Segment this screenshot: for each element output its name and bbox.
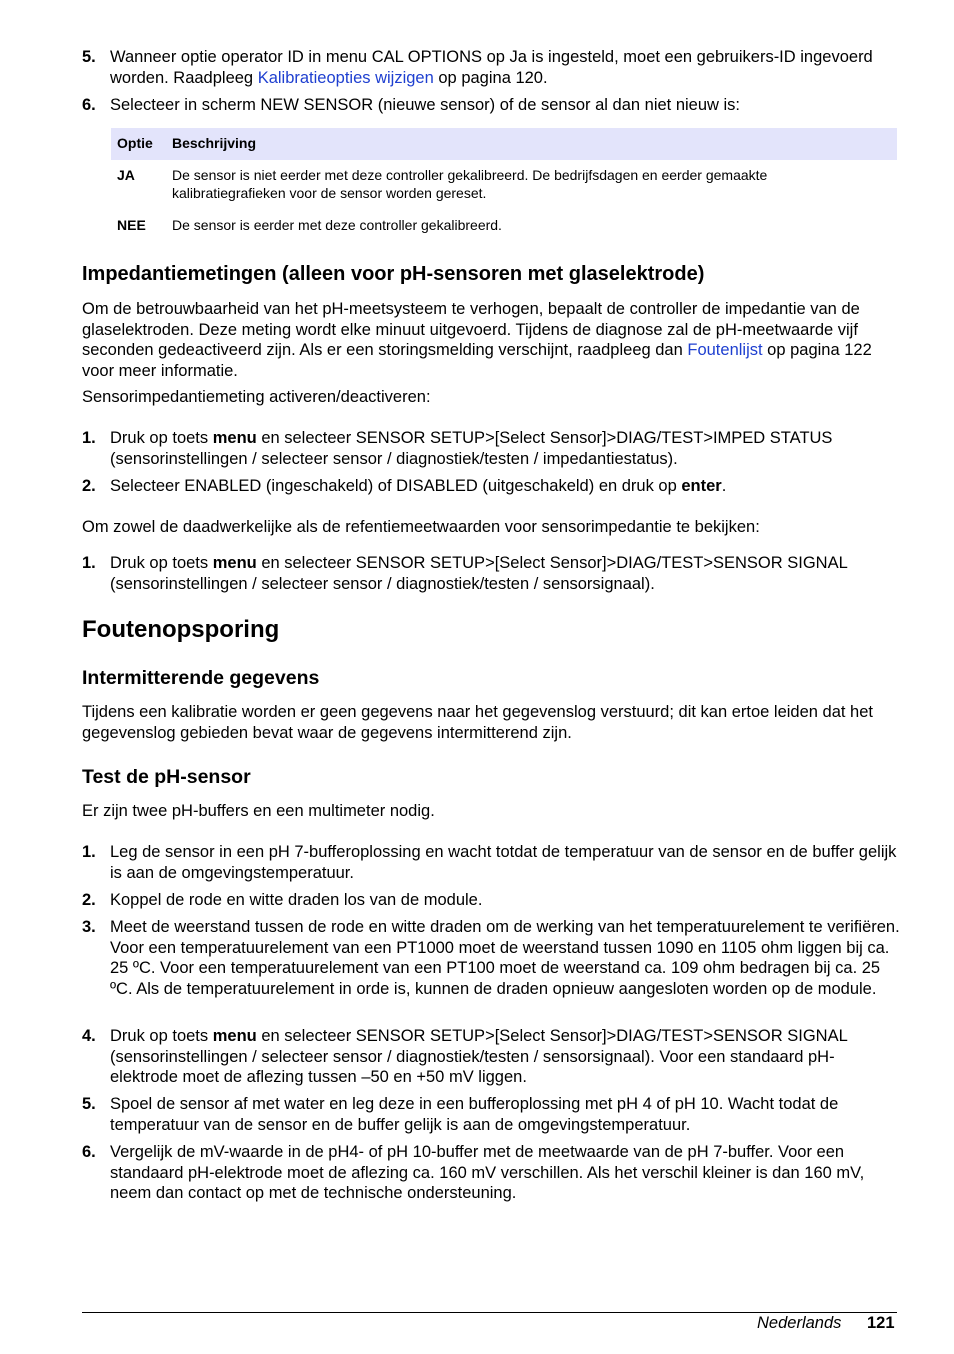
step-number: 2. [82,477,96,495]
list-item [82,1026,900,1088]
step-text-tail: en selecteer SENSOR SETUP>[Select Sensor]>DIAG/TEST>SENSOR SIGNAL (sensorinstellingen / selecteer sensor / diagnostiek/testen / sensorsignaal). [110,554,848,593]
table-cell-description: De sensor is niet eerder met deze controller gekalibreerd. De bedrijfsdagen en eerder gemaakte [172,167,768,183]
subsection-heading: Intermitterende gegevens [82,667,320,689]
table-cell-description: De sensor is eerder met deze controller gekalibreerd. [172,217,502,233]
list-item [82,428,900,469]
step-text: Druk op toets [110,429,213,447]
paragraph: Sensorimpedantiemeting activeren/deactiveren: [82,388,431,406]
list-item [82,842,900,883]
step-number: 6. [82,1143,96,1161]
paragraph: Tijdens een kalibratie worden er geen gegevens naar het gegevenslog verstuurd; dit kan ertoe leiden dat het gegevenslog gebieden bevat waar de gegevens intermitterend zijn. [82,703,873,742]
step-text-tail: op pagina 120. [433,68,548,87]
step-number: 1. [82,429,96,447]
table-header-option: Optie [117,135,153,151]
step-text: Koppel de rode en witte draden los van de module. [110,891,483,909]
paragraph-text-tail: op pagina 122 voor meer informatie. [82,341,872,380]
link-foutenlijst[interactable]: Foutenlijst [687,341,763,359]
step-text: Druk op toets [110,554,213,572]
page-section-heading: Foutenopsporing [82,616,280,643]
step-text: Vergelijk de mV-waarde in de pH4- of pH 10-buffer met de meetwaarde van de pH 7-buffer. Voor een standaard pH-elektrode moet de aflezing ca. 160 mV verschillen. Als het verschil kleiner is dan 160 mV, neem dan contact op met de technische ondersteuning. [110,1143,865,1202]
step-number: 1. [82,843,96,861]
step-text: Spoel de sensor af met water en leg deze in een bufferoplossing met pH 4 of pH 10. Wacht todat de temperatuur van de sensor en de buffer gelijk is aan de omgevingstemperatuur. [110,1095,839,1134]
list-item [82,553,900,594]
table-cell-option: JA [117,167,135,183]
table-cell-description: kalibratiegrafieken voor de sensor worden gereset. [172,185,487,201]
key-name: enter [681,477,722,495]
step-number: 6. [82,96,96,114]
step-text-tail: en selecteer SENSOR SETUP>[Select Sensor]>DIAG/TEST>IMPED STATUS (sensorinstellingen / selecteer sensor / diagnostiek/testen / impedantiestatus). [110,429,833,468]
step-number: 5. [82,48,96,66]
step-number: 5. [82,1095,96,1113]
link-kalibratieopties[interactable]: Kalibratieopties wijzigen [257,68,434,87]
step-text: Wanneer optie operator ID in menu CAL OPTIONS op Ja is ingesteld, moet een gebruikers-ID ingevoerd worden. Raadpleeg [110,48,873,87]
step-number: 2. [82,891,96,909]
list-item [82,47,900,88]
step-text: Selecteer in scherm NEW SENSOR (nieuwe sensor) of de sensor al dan niet nieuw is: [110,96,741,114]
step-text: Druk op toets [110,1027,213,1045]
key-name: menu [212,429,257,447]
subsection-heading: Test de pH-sensor [82,766,251,788]
step-number: 3. [82,918,96,936]
paragraph-text: Om de betrouwbaarheid van het pH-meetsysteem te verhogen, bepaalt de controller de impedantie van de glaselektroden. Deze meting wordt elke minuut uitgevoerd. Tijdens de diagnose zal de pH-meetwaarde vijf seconden gedeactiveerd zijn. Als er een storingsmelding verschijnt, raadpleeg dan [82,300,860,359]
paragraph: Er zijn twee pH-buffers en een multimeter nodig. [82,802,435,820]
list-item [82,1094,900,1135]
list-item [82,95,900,116]
key-name: menu [212,554,257,572]
list-item [82,1142,900,1204]
paragraph [82,299,900,381]
table-header-description: Beschrijving [172,135,257,151]
list-item [82,476,900,497]
step-text-tail: en selecteer SENSOR SETUP>[Select Sensor]>DIAG/TEST>SENSOR SIGNAL (sensorinstellingen / selecteer sensor / diagnostiek/testen / sensorsignaal). Voor een standaard pH-elektrode moet de aflezing tussen –50 en +50 mV liggen. [110,1027,848,1086]
step-number: 1. [82,554,96,572]
step-text-tail: . [721,477,727,495]
step-text: Selecteer ENABLED (ingeschakeld) of DISABLED (uitgeschakeld) en druk op [110,477,682,495]
step-number: 4. [82,1027,96,1045]
section-heading-impedance: Impedantiemetingen (alleen voor pH-sensoren met glaselektrode) [82,263,705,285]
step-text: Leg de sensor in een pH 7-bufferoplossing en wacht totdat de temperatuur van de sensor en de buffer gelijk is aan de omgevingstemperatuur. [110,843,897,882]
paragraph: Om zowel de daadwerkelijke als de refentiemeetwaarden voor sensorimpedantie te bekijken: [82,518,760,536]
table-cell-option: NEE [117,217,146,233]
footer-language: Nederlands [757,1314,842,1332]
step-text: Meet de weerstand tussen de rode en witte draden om de werking van het temperatuurelement te verifiëren. Voor een temperatuurelement van een PT1000 moet de weerstand tussen 1090 en 1105 ohm liggen bij ca. 25 ºC. Voor een temperatuurelement van een PT100 moet de weerstand ca. 109 ohm bedragen bij ca. 25 ºC. Als de temperatuurelement in orde is, kunnen de draden opnieuw aangesloten worden op de module. [110,918,900,998]
key-name: menu [212,1027,257,1045]
list-item [82,917,900,999]
page-number: 121 [867,1314,895,1332]
list-item [82,890,900,911]
